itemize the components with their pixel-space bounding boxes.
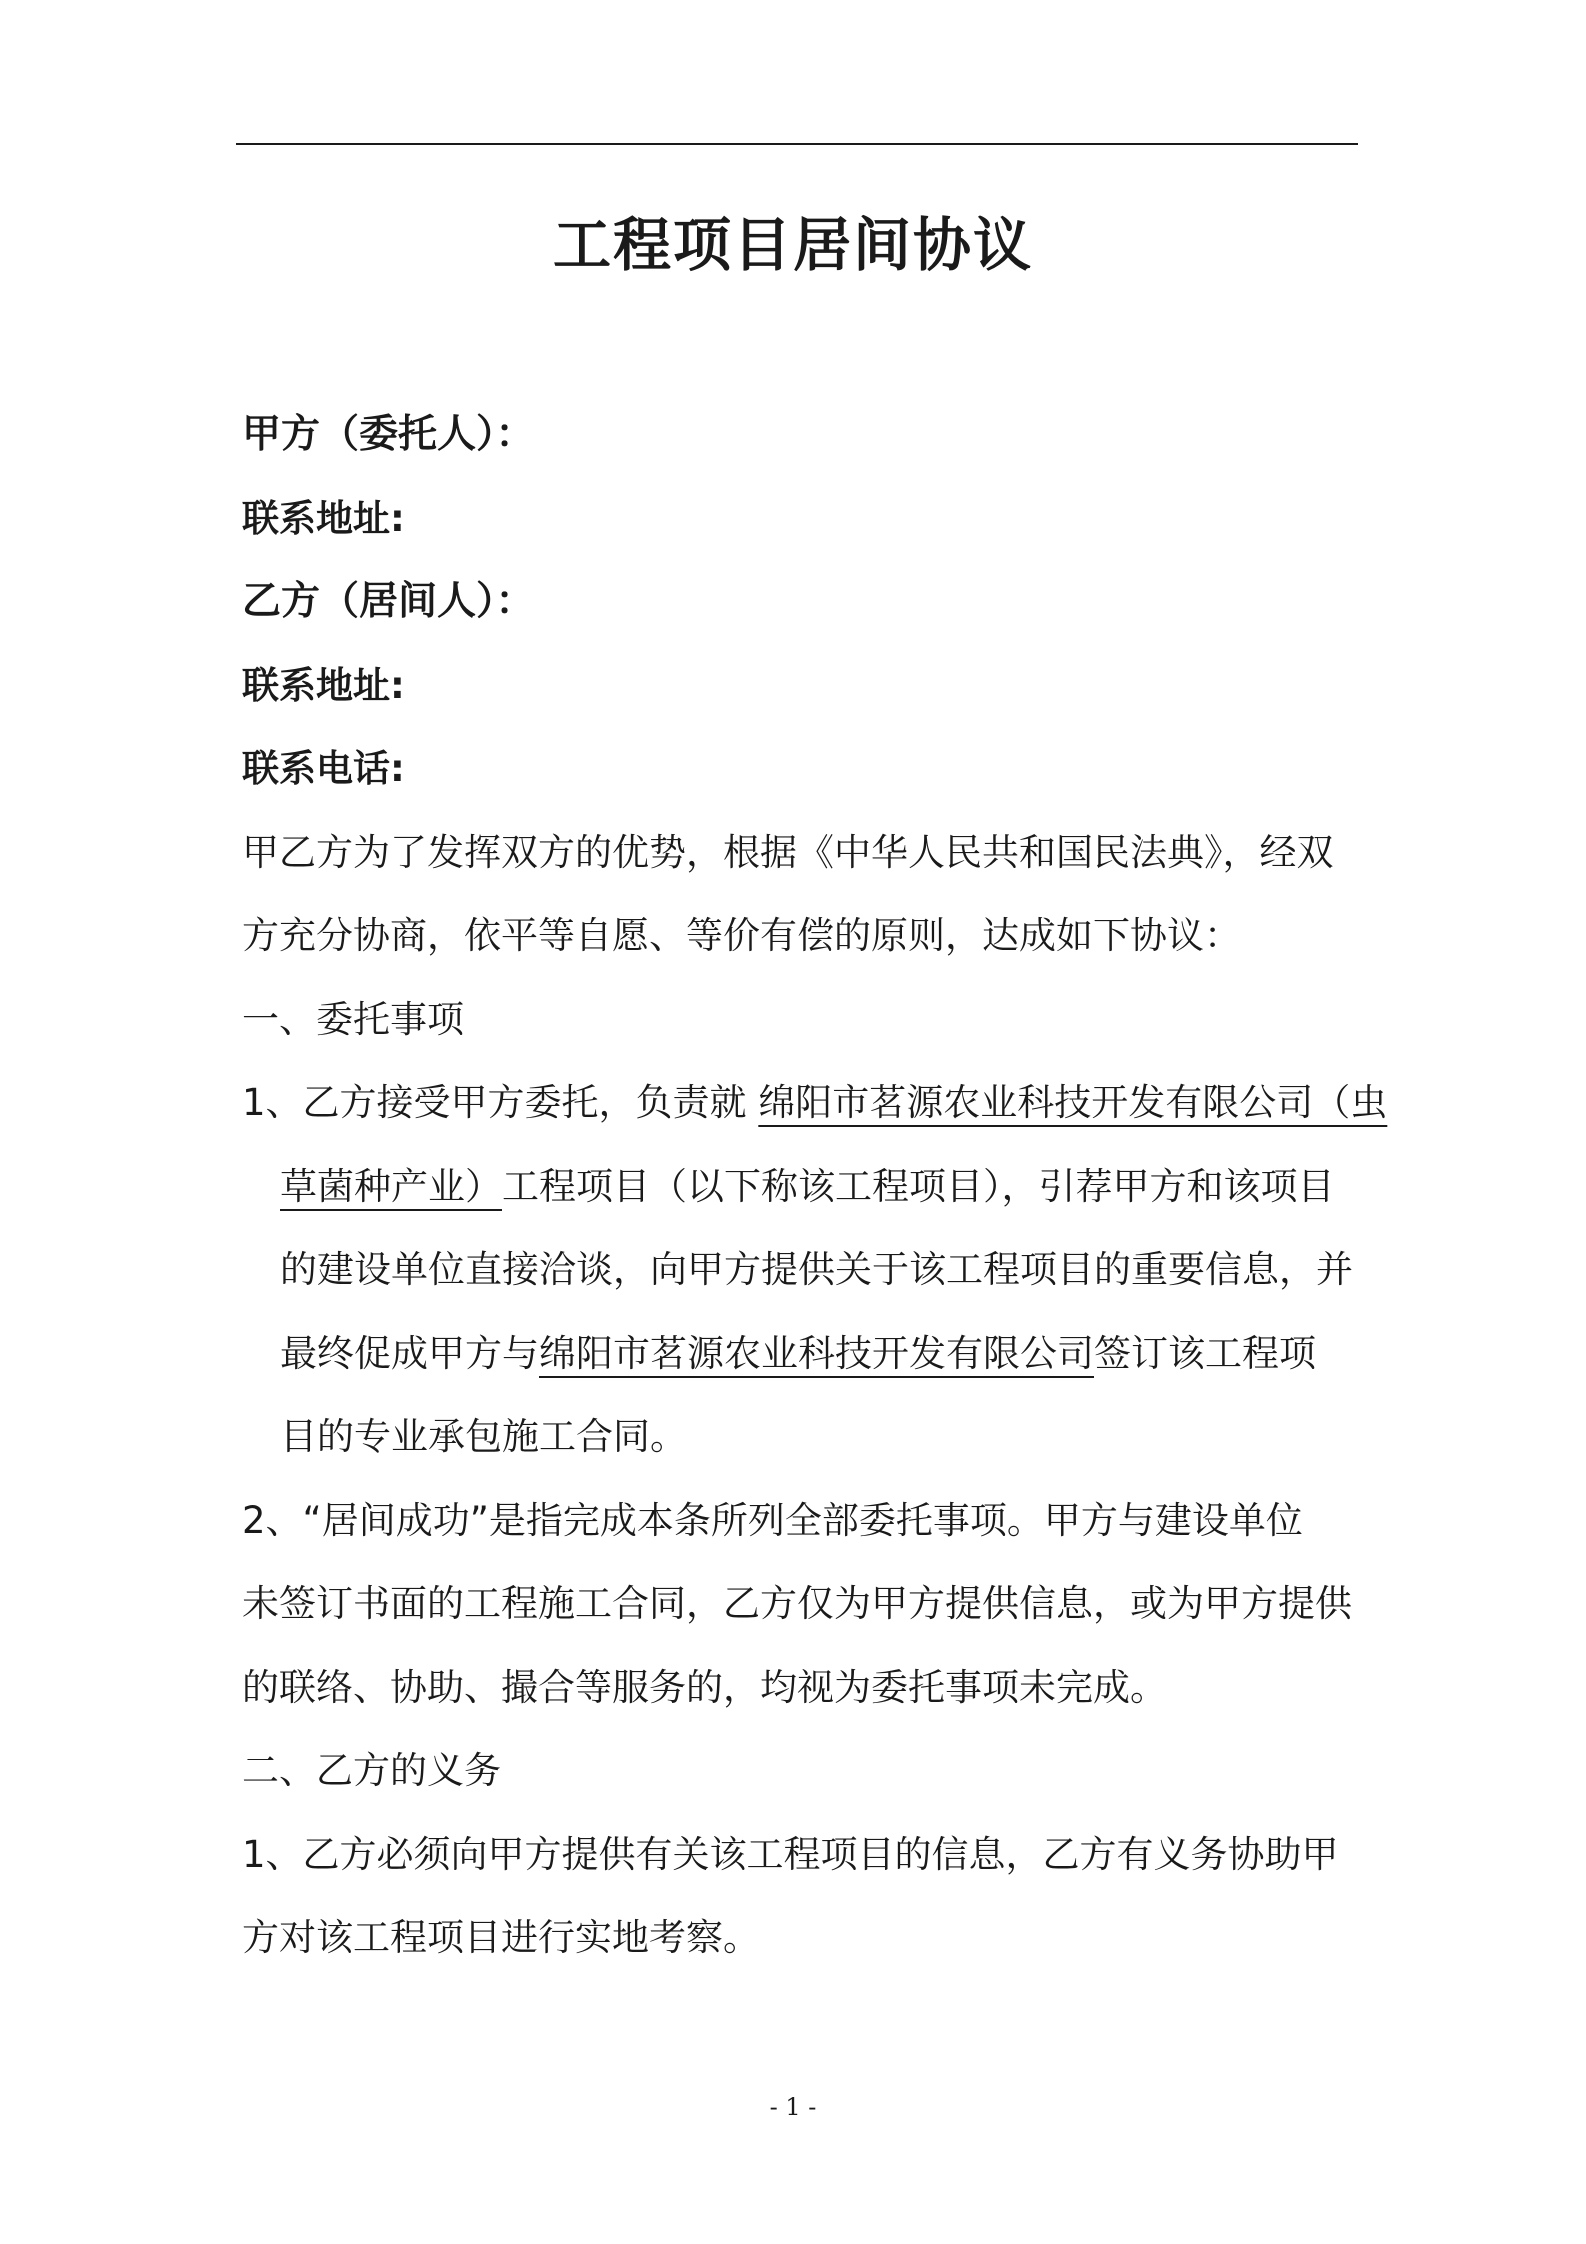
clause-1-1-line-4-prefix: 最终促成甲方与 — [280, 1332, 539, 1375]
clause-1-1-line-5: 目的专业承包施工合同。 — [280, 1415, 687, 1458]
party-a-address-label: 联系地址: — [242, 497, 405, 540]
clause-1-1-line-1 — [242, 1078, 1387, 1128]
project-name-underlined-cont: 草菌种产业） — [280, 1165, 502, 1208]
section-2-heading: 二、乙方的义务 — [242, 1749, 501, 1792]
clause-1-1-prefix: 1、乙方接受甲方委托，负责就 — [242, 1081, 759, 1124]
page-number: - 1 - — [769, 2093, 817, 2121]
clause-1-1-line-2 — [280, 1162, 1335, 1212]
document-title: 工程项目居间协议 — [552, 211, 1033, 279]
party-b-phone-label: 联系电话: — [242, 747, 405, 790]
clause-1-1-line-3: 的建设单位直接洽谈，向甲方提供关于该工程项目的重要信息，并 — [280, 1248, 1353, 1291]
clause-1-2-line-1: 2、“居间成功”是指完成本条所列全部委托事项。甲方与建设单位 — [242, 1499, 1303, 1542]
clause-2-1-line-1: 1、乙方必须向甲方提供有关该工程项目的信息，乙方有义务协助甲 — [242, 1833, 1339, 1876]
company-name-underlined: 绵阳市茗源农业科技开发有限公司 — [539, 1332, 1094, 1375]
clause-2-1-line-2: 方对该工程项目进行实地考察。 — [242, 1916, 760, 1959]
clause-1-2-line-3: 的联络、协助、撮合等服务的，均视为委托事项未完成。 — [242, 1666, 1167, 1709]
clause-1-2-line-2: 未签订书面的工程施工合同，乙方仅为甲方提供信息，或为甲方提供 — [242, 1582, 1352, 1625]
preamble-line-1: 甲乙方为了发挥双方的优势，根据《中华人民共和国民法典》，经双 — [242, 831, 1334, 874]
party-a-label: 甲方（委托人）： — [242, 412, 535, 457]
section-1-heading: 一、委托事项 — [242, 998, 464, 1041]
party-b-label: 乙方（居间人）： — [242, 579, 535, 624]
project-name-underlined: 绵阳市茗源农业科技开发有限公司（虫 — [758, 1081, 1388, 1124]
clause-1-1-line-4 — [280, 1329, 1316, 1379]
clause-1-1-line-2-text: 工程项目（以下称该工程项目），引荐甲方和该项目 — [502, 1165, 1335, 1208]
party-b-address-label: 联系地址: — [242, 664, 405, 707]
clause-1-1-line-4-text: 签订该工程项 — [1094, 1332, 1316, 1375]
header-rule — [236, 143, 1358, 145]
preamble-line-2: 方充分协商，依平等自愿、等价有偿的原则，达成如下协议： — [242, 914, 1241, 957]
